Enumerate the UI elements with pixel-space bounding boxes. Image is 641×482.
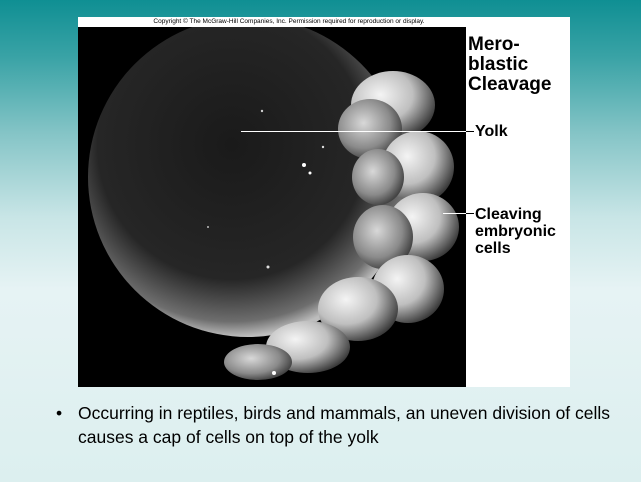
cleaving-cells-label-line: cells bbox=[475, 240, 511, 257]
cleaving-cells-label bbox=[475, 206, 570, 257]
yolk-leader-line-end bbox=[466, 131, 474, 132]
cells-leader-line-end bbox=[466, 213, 474, 214]
copyright-notice: Copyright © The McGraw-Hill Companies, Inc. Permission required for reproduction or display. bbox=[153, 18, 425, 25]
micrograph-image bbox=[78, 27, 466, 387]
figure-title-line: Cleavage bbox=[468, 74, 552, 95]
yolk-label: Yolk bbox=[475, 123, 508, 140]
figure-title-line: blastic bbox=[468, 54, 529, 75]
cleaving-cells-label-line: embryonic bbox=[475, 223, 556, 240]
micrograph-drawing bbox=[78, 27, 466, 387]
figure-title-line: Mero- bbox=[468, 34, 520, 55]
cells-leader-line bbox=[443, 213, 466, 214]
embryonic-cell bbox=[352, 149, 404, 205]
figure-title bbox=[468, 35, 570, 95]
embryonic-cell bbox=[224, 344, 292, 380]
cleaving-cells-label-line: Cleaving bbox=[475, 206, 542, 223]
bullet-text: Occurring in reptiles, birds and mammals, an uneven division of cells causes a cap of cells on top of the yolk bbox=[78, 403, 611, 447]
figure-panel bbox=[78, 17, 570, 387]
bullet-symbol: • bbox=[56, 403, 63, 423]
yolk-leader-line bbox=[241, 131, 473, 132]
